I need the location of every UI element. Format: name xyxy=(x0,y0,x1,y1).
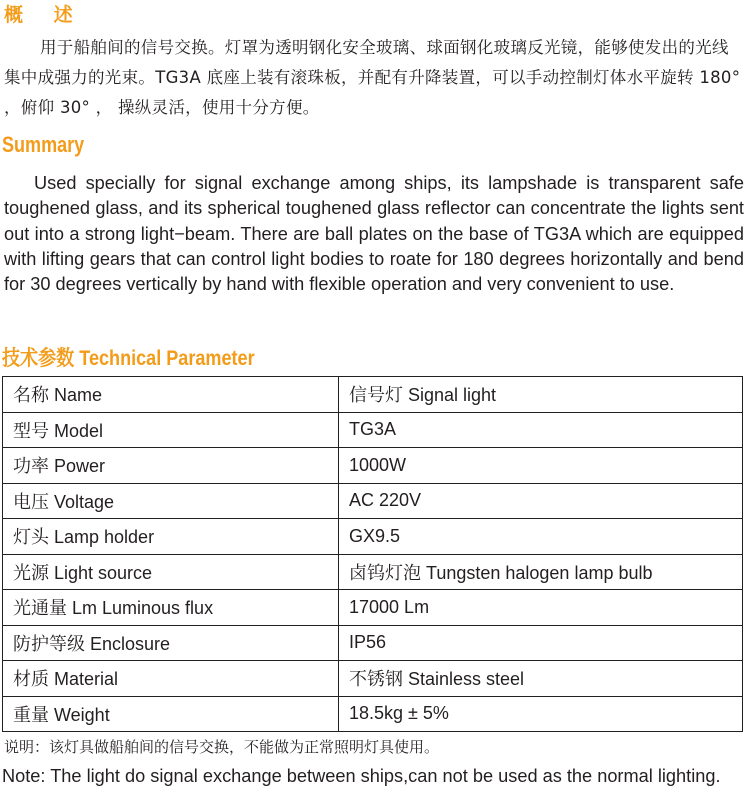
table-row xyxy=(3,661,743,697)
param-value: AC 220V xyxy=(339,483,743,519)
table-row xyxy=(3,412,743,448)
param-value: 18.5kg ± 5% xyxy=(339,696,743,732)
param-label: 名称 Name xyxy=(3,377,339,413)
table-row xyxy=(3,483,743,519)
technical-parameter-heading: 技术参数 Technical Parameter xyxy=(2,347,255,370)
technical-parameter-table xyxy=(2,376,743,732)
overview-body: 用于船舶间的信号交换。灯罩为透明钢化安全玻璃、球面钢化玻璃反光镜，能够使发出的光线集中成强力的光束。TG3A 底座上装有滚珠板，并配有升降装置，可以手动控制灯体水平旋转 180° ，俯仰 30° ， 操纵灵活，使用十分方便。 xyxy=(4,38,741,117)
param-value: TG3A xyxy=(339,412,743,448)
summary-body: Used specially for signal exchange among ships, its lampshade is transparent safe toughened glass, and its spherical toughened glass reflector can concentrate the lights sent out into a strong light−beam. There are ball plates on the base of TG3A which are equipped with lifting gears that can control light bodies to roate for 180 degrees horizontally and bend for 30 degrees vertically by hand with flexible operation and very convenient to use. xyxy=(4,173,744,295)
note-chinese: 说明：该灯具做船舶间的信号交换，不能做为正常照明灯具使用。 xyxy=(4,738,440,756)
param-label: 灯头 Lamp holder xyxy=(3,519,339,555)
param-label: 型号 Model xyxy=(3,412,339,448)
param-value: 不锈钢 Stainless steel xyxy=(339,661,743,697)
param-label: 光通量 Lm Luminous flux xyxy=(3,590,339,626)
param-value: 1000W xyxy=(339,448,743,484)
param-value: 卤钨灯泡 Tungsten halogen lamp bulb xyxy=(339,554,743,590)
param-value: GX9.5 xyxy=(339,519,743,555)
table-row xyxy=(3,448,743,484)
param-value: IP56 xyxy=(339,625,743,661)
param-label: 防护等级 Enclosure xyxy=(3,625,339,661)
table-row xyxy=(3,519,743,555)
param-label: 光源 Light source xyxy=(3,554,339,590)
param-label: 功率 Power xyxy=(3,448,339,484)
table-row xyxy=(3,554,743,590)
overview-heading: 概 述 xyxy=(4,4,85,26)
param-label: 重量 Weight xyxy=(3,696,339,732)
note-english: Note: The light do signal exchange between ships,can not be used as the normal lighting. xyxy=(2,766,721,786)
table-row xyxy=(3,590,743,626)
param-value: 信号灯 Signal light xyxy=(339,377,743,413)
param-value: 17000 Lm xyxy=(339,590,743,626)
table-row xyxy=(3,377,743,413)
table-row xyxy=(3,625,743,661)
param-label: 材质 Material xyxy=(3,661,339,697)
param-label: 电压 Voltage xyxy=(3,483,339,519)
summary-heading: Summary xyxy=(2,132,85,157)
table-row xyxy=(3,696,743,732)
